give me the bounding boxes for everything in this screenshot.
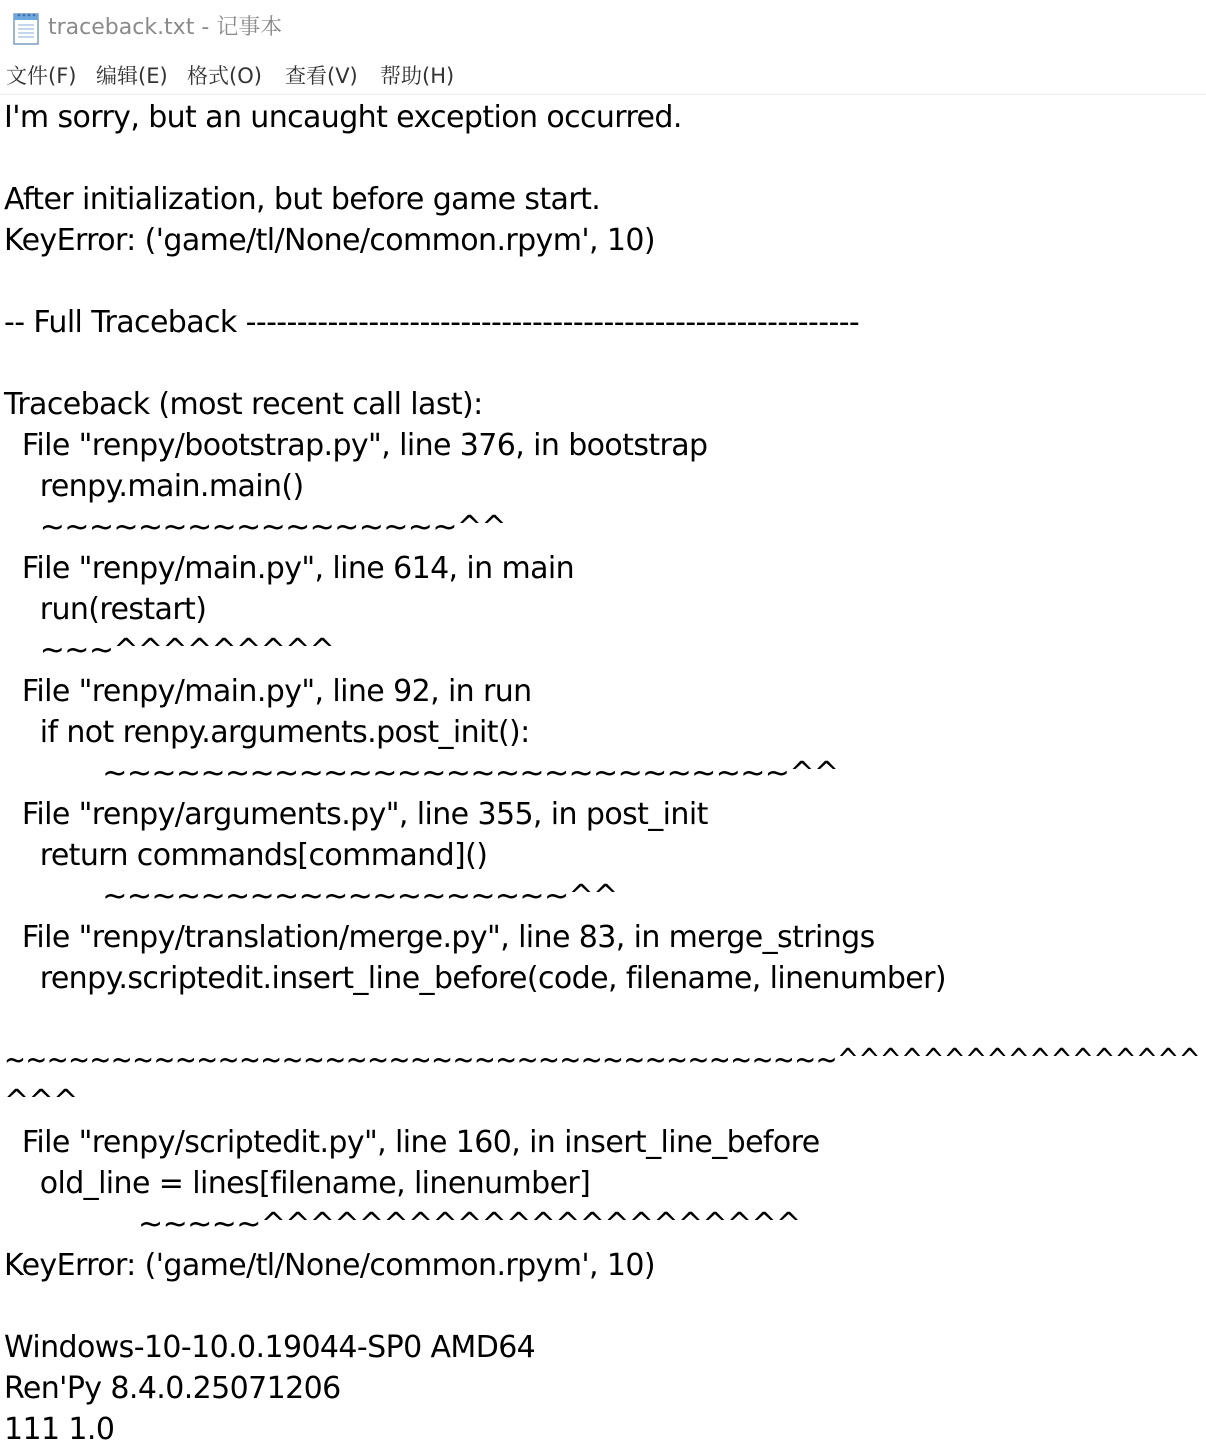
menu-view[interactable]: 查看(V) — [285, 64, 358, 88]
text-line: ~~~~~~~~~~~~~~~~~~~~~~~~~~~~~~~~~~~~~~~^^^^^^^^^^^^^^^^^ — [4, 1043, 1201, 1078]
text-line: ~~~~~~~~~~~~~~~~~~~^^ — [4, 879, 618, 914]
text-line: File "renpy/arguments.py", line 355, in post_init — [4, 797, 708, 832]
text-line: I'm sorry, but an uncaught exception occurred. — [4, 100, 682, 135]
notepad-icon — [10, 11, 42, 45]
text-line: KeyError: ('game/tl/None/common.rpym', 10) — [4, 1248, 655, 1283]
text-line: KeyError: ('game/tl/None/common.rpym', 10) — [4, 223, 655, 258]
text-editor-area[interactable] — [0, 96, 1206, 1447]
text-line: run(restart) — [4, 592, 207, 627]
text-line: File "renpy/main.py", line 92, in run — [4, 674, 532, 709]
text-line: if not renpy.arguments.post_init(): — [4, 715, 530, 750]
title-bar[interactable] — [0, 0, 1206, 56]
text-line: File "renpy/main.py", line 614, in main — [4, 551, 575, 586]
menu-format[interactable]: 格式(O) — [187, 64, 262, 88]
text-line: renpy.main.main() — [4, 469, 304, 504]
menu-edit[interactable]: 编辑(E) — [96, 64, 168, 88]
text-line: ~~~~~^^^^^^^^^^^^^^^^^^^^^^ — [4, 1207, 801, 1242]
window-title: traceback.txt - 记事本 — [48, 15, 283, 40]
menu-file[interactable]: 文件(F) — [6, 64, 77, 88]
text-line: ~~~^^^^^^^^^ — [4, 633, 335, 668]
text-line: Ren'Py 8.4.0.25071206 — [4, 1371, 341, 1406]
text-line: File "renpy/scriptedit.py", line 160, in insert_line_before — [4, 1125, 820, 1160]
menu-bar — [0, 58, 1206, 95]
text-line: 111 1.0 — [4, 1412, 115, 1447]
text-line: File "renpy/translation/merge.py", line 83, in merge_strings — [4, 920, 875, 955]
text-line: Windows-10-10.0.19044-SP0 AMD64 — [4, 1330, 536, 1365]
text-line: return commands[command]() — [4, 838, 488, 873]
text-line: -- Full Traceback ------------------------------------------------------------ — [4, 305, 860, 340]
text-line: old_line = lines[filename, linenumber] — [4, 1166, 591, 1201]
menu-help[interactable]: 帮助(H) — [380, 64, 455, 88]
text-line: Traceback (most recent call last): — [4, 387, 483, 422]
text-line: renpy.scriptedit.insert_line_before(code, filename, linenumber) — [4, 961, 946, 996]
text-line: File "renpy/bootstrap.py", line 376, in bootstrap — [4, 428, 708, 463]
text-line: ~~~~~~~~~~~~~~~~~~~~~~~~~~~~^^ — [4, 756, 839, 791]
text-line: ~~~~~~~~~~~~~~~~~^^ — [4, 510, 506, 545]
text-line: After initialization, but before game start. — [4, 182, 601, 217]
text-line: ^^^ — [4, 1084, 78, 1119]
